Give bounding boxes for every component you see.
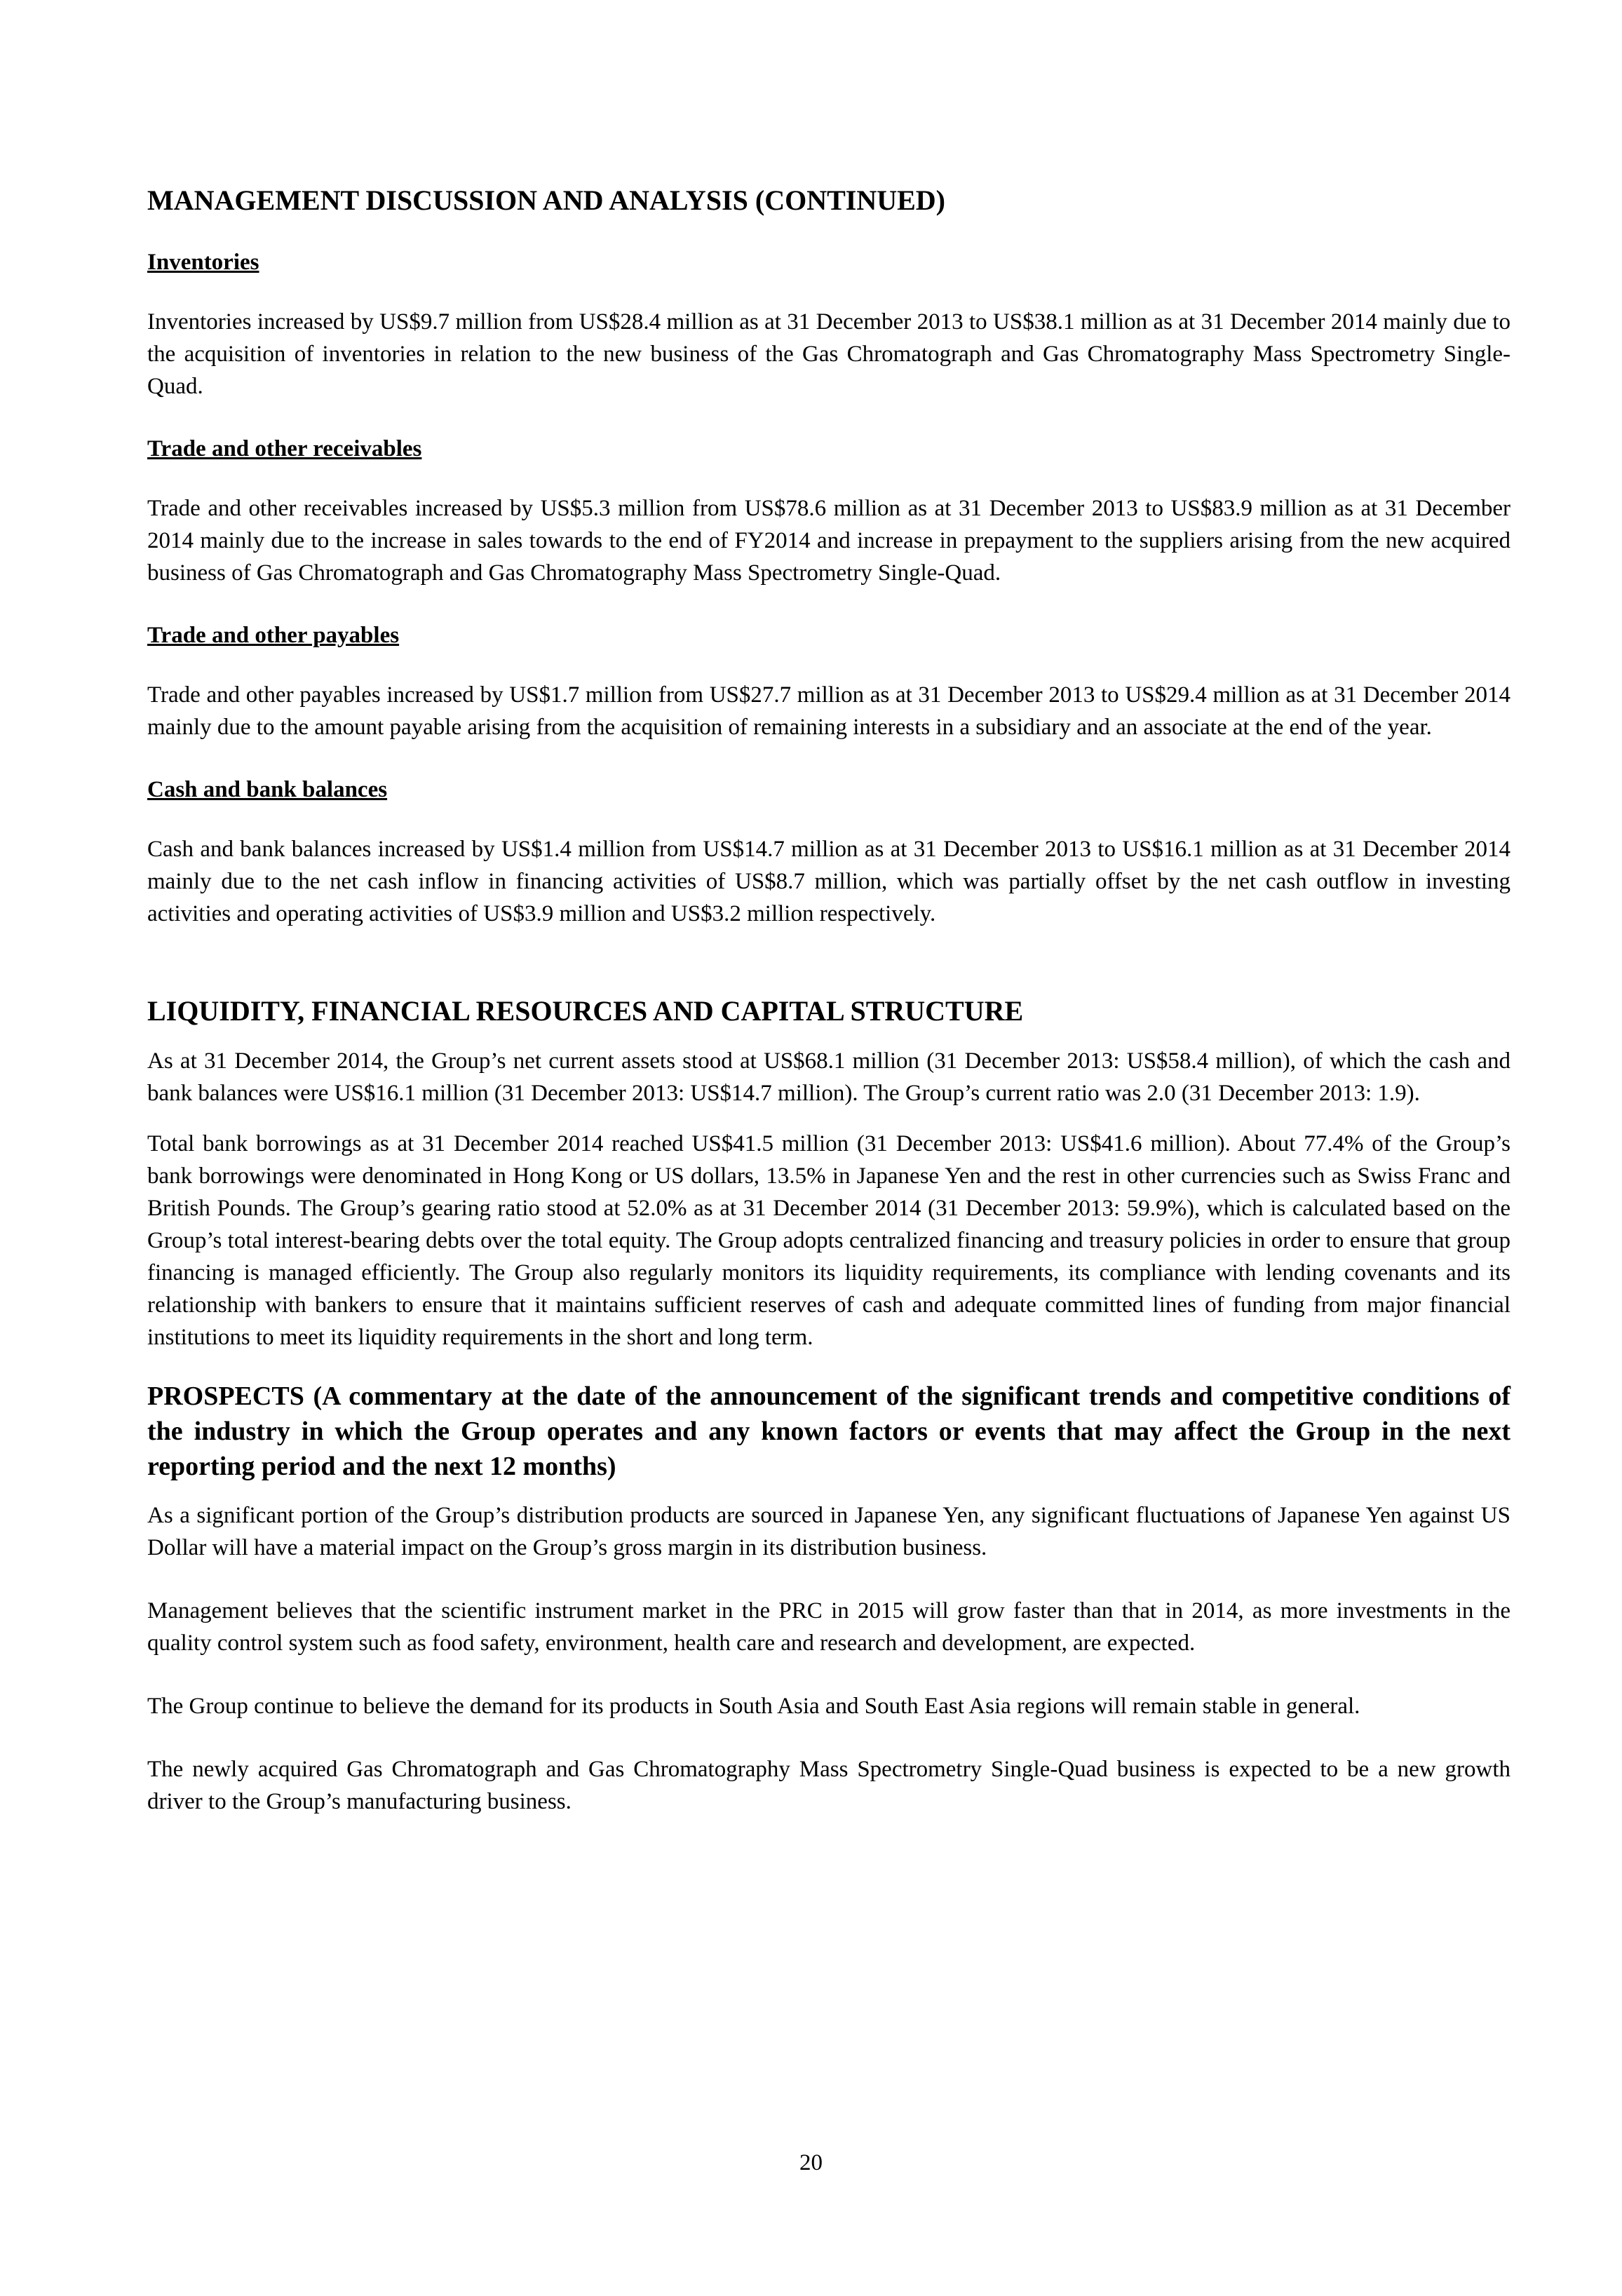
paragraph-liquidity-2: Total bank borrowings as at 31 December 2014 reached US$41.5 million (31 December 2013: US$41.6 million). About 77.4% of the Group’s bank borrowings were denominated in Hong Kong or US dollars, 13.5% in Japanese Yen and the rest in other currencies such as Swiss Franc and British Pounds. The Group’s gearing ratio stood at 52.0% as at 31 December 2014 (31 December 2013: 59.9%), which is calculated based on the Group’s total interest-bearing debts over the total equity. The Group adopts centralized financing and treasury policies in order to ensure that group financing is managed efficiently. The Group also regularly monitors its liquidity requirements, its compliance with lending covenants and its relationship with bankers to ensure that it maintains sufficient reserves of cash and adequate committed lines of funding from major financial institutions to meet its liquidity requirements in the short and long term.: [147, 1131, 1511, 1350]
page-title: MANAGEMENT DISCUSSION AND ANALYSIS (CONTINUED): [147, 184, 945, 216]
section-heading-payables: Trade and other payables: [147, 623, 400, 648]
paragraph-liquidity-1: As at 31 December 2014, the Group’s net current assets stood at US$68.1 million (31 December 2013: US$58.4 million), of which the cash and bank balances were US$16.1 million (31 December 2013: US$14.7 million). The Group’s current ratio was 2.0 (31 December 2013: 1.9).: [147, 1048, 1511, 1106]
document-page: [147, 182, 1511, 1849]
paragraph-cash: Cash and bank balances increased by US$1.4 million from US$14.7 million as at 31 December 2013 to US$16.1 million as at 31 December 2014 mainly due to the net cash inflow in financing activities of US$8.7 million, which was partially offset by the net cash outflow in investing activities and operating activities of US$3.9 million and US$3.2 million respectively.: [147, 837, 1511, 926]
section-heading-cash: Cash and bank balances: [147, 777, 388, 802]
paragraph-prospects-3: The Group continue to believe the demand for its products in South Asia and South East Asia regions will remain stable in general.: [147, 1694, 1360, 1719]
paragraph-prospects-1: As a significant portion of the Group’s distribution products are sourced in Japanese Yen, any significant fluctuations of Japanese Yen against US Dollar will have a material impact on the Group’s gross margin in its distribution business.: [147, 1503, 1511, 1560]
paragraph-receivables: Trade and other receivables increased by US$5.3 million from US$78.6 million as at 31 December 2013 to US$83.9 million as at 31 December 2014 mainly due to the increase in sales towards to the end of FY2014 and increase in prepayment to the suppliers arising from the new acquired business of Gas Chromatograph and Gas Chromatography Mass Spectrometry Single-Quad.: [147, 496, 1511, 586]
paragraph-payables: Trade and other payables increased by US$1.7 million from US$27.7 million as at 31 December 2013 to US$29.4 million as at 31 December 2014 mainly due to the amount payable arising from the acquisition of remaining interests in a subsidiary and an associate at the end of the year.: [147, 682, 1511, 740]
paragraph-prospects-2: Management believes that the scientific instrument market in the PRC in 2015 will grow faster than that in 2014, as more investments in the quality control system such as food safety, environment, health care and research and development, are expected.: [147, 1598, 1511, 1656]
section-heading-prospects: PROSPECTS (A commentary at the date of the announcement of the significant trends and competitive conditions of the industry in which the Group operates and any known factors or events that may affect the Group in the next reporting period and the next 12 months): [147, 1382, 1511, 1481]
section-heading-receivables: Trade and other receivables: [147, 436, 422, 461]
page-number: 20: [799, 2150, 823, 2175]
section-heading-inventories: Inventories: [147, 250, 259, 275]
paragraph-inventories: Inventories increased by US$9.7 million from US$28.4 million as at 31 December 2013 to US$38.1 million as at 31 December 2014 mainly due to the acquisition of inventories in relation to the new business of the Gas Chromatograph and Gas Chromatography Mass Spectrometry Single-Quad.: [147, 309, 1511, 399]
paragraph-prospects-4: The newly acquired Gas Chromatograph and Gas Chromatography Mass Spectrometry Single-Quad business is expected to be a new growth driver to the Group’s manufacturing business.: [147, 1757, 1511, 1814]
section-heading-liquidity: LIQUIDITY, FINANCIAL RESOURCES AND CAPITAL STRUCTURE: [147, 995, 1024, 1027]
